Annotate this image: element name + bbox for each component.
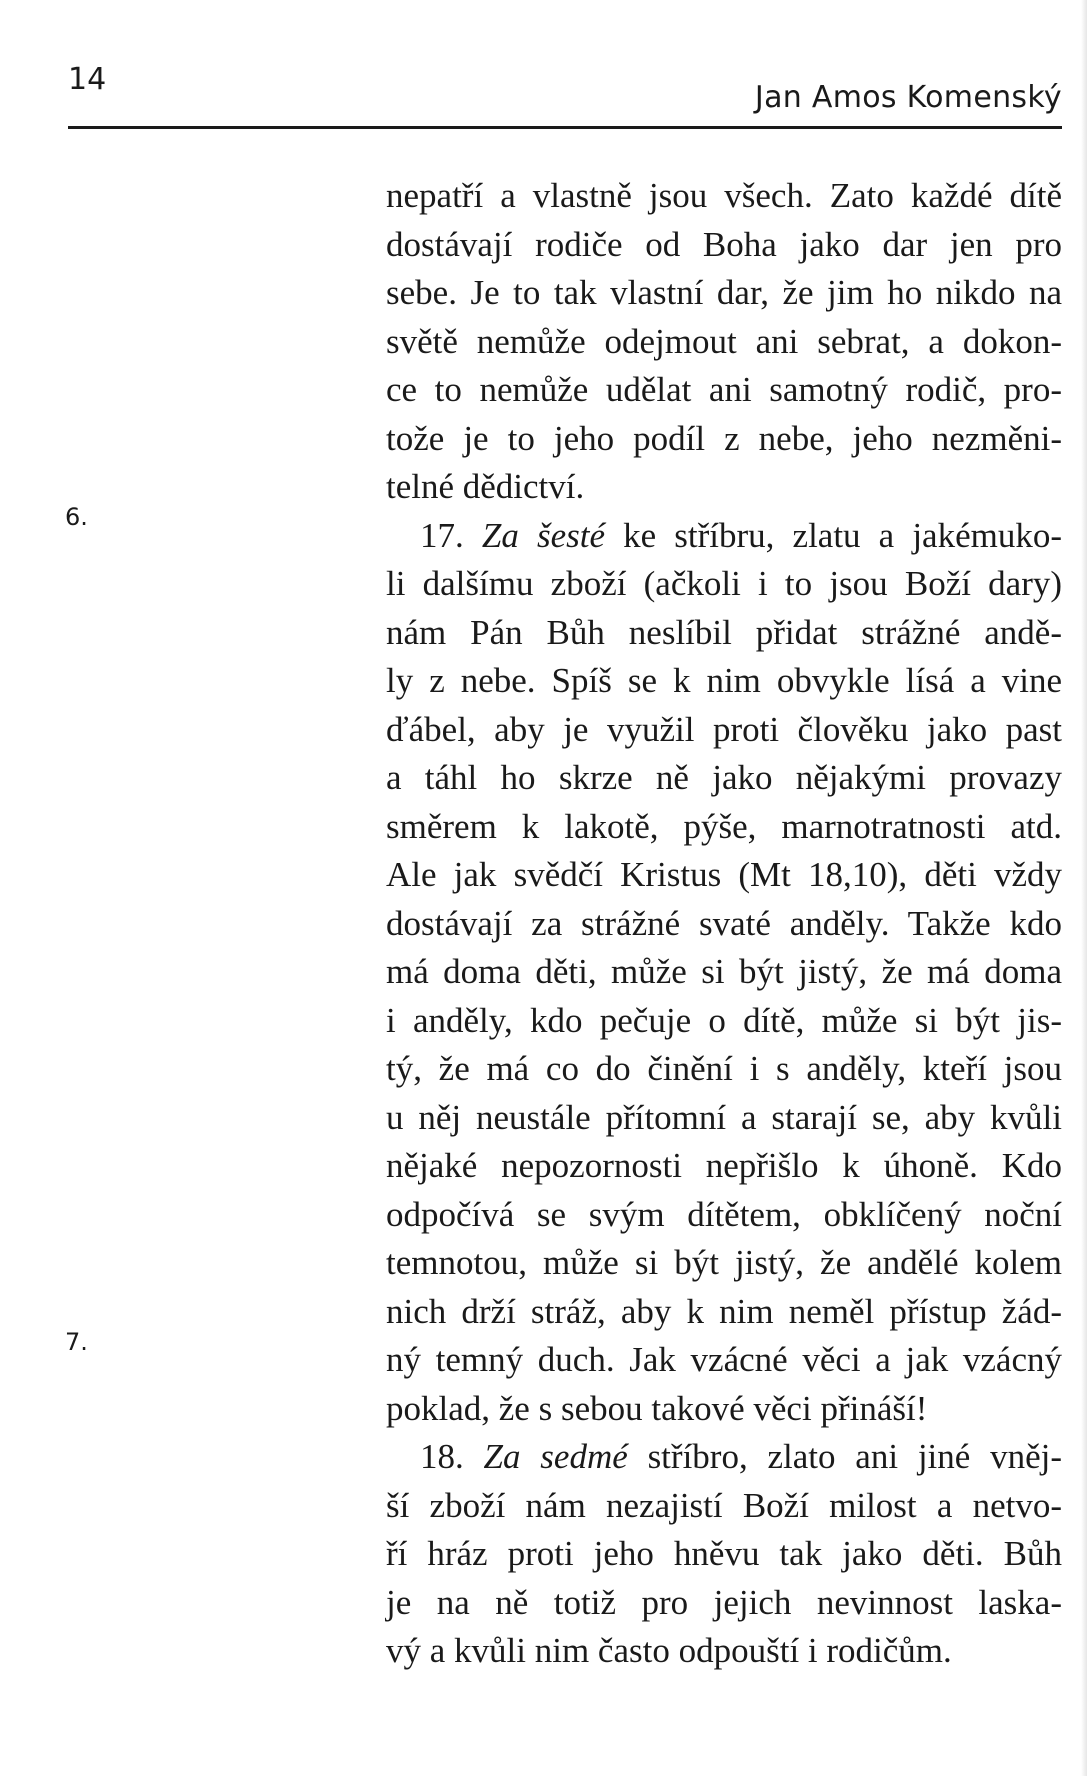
text-line: dostávají rodiče od Boha jako dar jen pro bbox=[386, 224, 1062, 264]
page-edge-shadow bbox=[1081, 0, 1087, 1776]
paragraph-number: 18. bbox=[420, 1437, 464, 1476]
paragraph-number: 17. bbox=[420, 515, 464, 555]
running-head: Jan Amos Komenský bbox=[754, 80, 1062, 115]
text-line: světě nemůže odejmout ani sebrat, a dokon- bbox=[386, 321, 1062, 361]
text-line: tože je to jeho podíl z nebe, jeho nezměni- bbox=[386, 418, 1062, 458]
header-rule bbox=[68, 126, 1062, 129]
page-header bbox=[68, 62, 1062, 122]
text-line: i anděly, kdo pečuje o dítě, může si být jis- bbox=[386, 1000, 1062, 1040]
text-line: Ale jak svědčí Kristus (Mt 18,10), děti vždy bbox=[386, 855, 1062, 894]
text-line: je na ně totiž pro jejich nevinnost laska- bbox=[386, 1582, 1062, 1622]
margin-number-6: 6. bbox=[65, 503, 88, 531]
text-line: ďábel, aby je využil proti člověku jako past bbox=[386, 709, 1062, 749]
emphasis-za-sedme: Za sedmé bbox=[483, 1437, 628, 1476]
text-line: li dalšímu zboží (ačkoli i to jsou Boží dary) bbox=[386, 564, 1062, 603]
text-line: ší zboží nám nezajistí Boží milost a netvo- bbox=[386, 1485, 1062, 1525]
text-line: ný temný duch. Jak vzácné věci a jak vzácný bbox=[386, 1340, 1062, 1379]
text-line: tý, že má co do činění i s anděly, kteří jsou bbox=[386, 1049, 1062, 1088]
paragraph-17-first-line bbox=[386, 512, 1062, 561]
text-line: vý a kvůli nim často odpouští i rodičům. bbox=[386, 1631, 952, 1670]
text-span: stříbro, zlato ani jiné vněj- bbox=[647, 1437, 1063, 1476]
emphasis-za-seste: Za šesté bbox=[481, 515, 605, 555]
text-line: a táhl ho skrze ně jako nějakými provazy bbox=[386, 758, 1062, 797]
text-line: dostávají za strážné svaté anděly. Takže kdo bbox=[386, 903, 1062, 943]
text-line: nějaké nepozornosti nepřišlo k úhoně. Kdo bbox=[386, 1146, 1062, 1185]
text-line: má doma děti, může si být jistý, že má doma bbox=[386, 952, 1062, 991]
text-line: nepatří a vlastně jsou všech. Zato každé dítě bbox=[386, 176, 1062, 215]
text-line: telné dědictví. bbox=[386, 467, 585, 506]
text-line: ce to nemůže udělat ani samotný rodič, pro- bbox=[386, 370, 1062, 409]
paragraph-18-first-line bbox=[386, 1433, 1062, 1482]
text-line: nám Pán Bůh neslíbil přidat strážné andě- bbox=[386, 612, 1062, 652]
text-line: poklad, že s sebou takové věci přináší! bbox=[386, 1388, 928, 1428]
text-span: ke stříbru, zlatu a jakémuko- bbox=[623, 515, 1063, 555]
text-line: sebe. Je to tak vlastní dar, že jim ho nikdo na bbox=[386, 273, 1062, 312]
text-line: ří hráz proti jeho hněvu tak jako děti. Bůh bbox=[386, 1534, 1062, 1573]
page-number: 14 bbox=[68, 62, 107, 97]
text-line: temnotou, může si být jistý, že andělé kolem bbox=[386, 1243, 1062, 1282]
text-line: odpočívá se svým dítětem, obklíčený noční bbox=[386, 1194, 1062, 1234]
body-text bbox=[386, 172, 1062, 1676]
text-line: ly z nebe. Spíš se k nim obvykle lísá a vine bbox=[386, 661, 1062, 700]
text-line: u něj neustále přítomní a starají se, aby kvůli bbox=[386, 1097, 1062, 1137]
text-line: nich drží stráž, aby k nim neměl přístup žád- bbox=[386, 1291, 1062, 1331]
text-line: směrem k lakotě, pýše, marnotratnosti atd. bbox=[386, 806, 1062, 846]
margin-number-7: 7. bbox=[65, 1328, 88, 1356]
